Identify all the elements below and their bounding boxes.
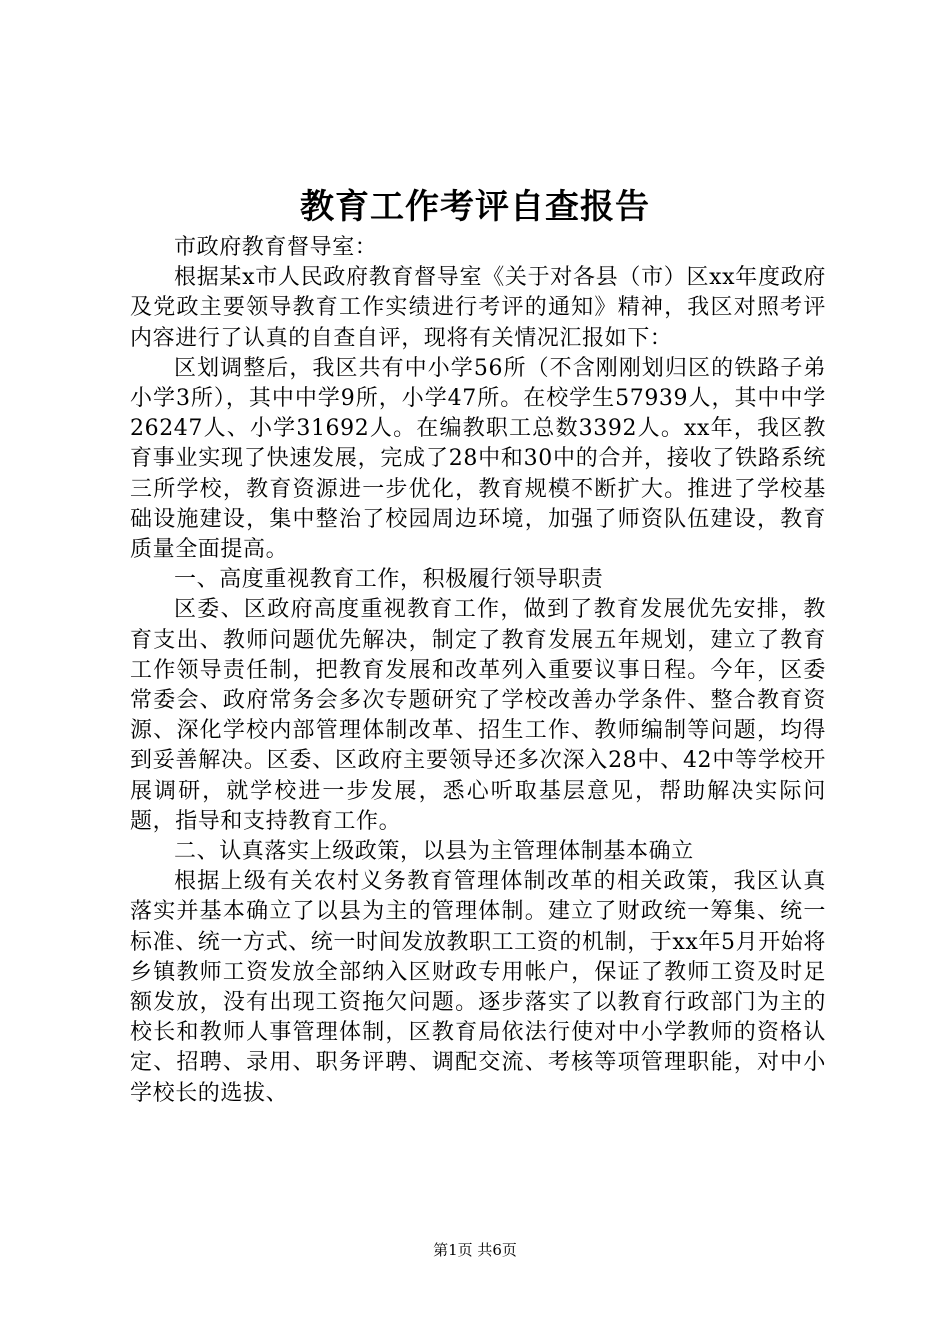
section-heading-1: 一、高度重视教育工作，积极履行领导职责 <box>174 567 604 593</box>
salutation-paragraph: 市政府教育督导室： <box>174 235 378 260</box>
overview-paragraph: 区划调整后，我区共有中小学56所（不含刚刚划归区的铁路子弟小学3所），其中中学9所，小学47所。在校学生57939人，其中中学26247人、小学31692人。在编教职工总数3392人。xx年，我区教育事业实现了快速发展，完成了28中和30中的合并，接收了铁路系统三所学校，教育资源进一步优化，教育规模不断扩大。推进了学校基础设施建设，集中整治了校园周边环境，加强了师资队伍建设，教育质量全面提高。 <box>130 355 826 563</box>
document-body <box>130 233 826 1109</box>
page-footer: 第1页 共6页 <box>433 1241 517 1259</box>
document-title: 教育工作考评自查报告 <box>300 187 650 227</box>
section-1-paragraph: 区委、区政府高度重视教育工作，做到了教育发展优先安排，教育支出、教师问题优先解决，制定了教育发展五年规划，建立了教育工作领导责任制，把教育发展和改革列入重要议事日程。今年，区委常委会、政府常务会多次专题研究了学校改善办学条件、整合教育资源、深化学校内部管理体制改革、招生工作、教师编制等问题，均得到妥善解决。区委、区政府主要领导还多次深入28中、42中等学校开展调研，就学校进一步发展，悉心听取基层意见，帮助解决实际问题，指导和支持教育工作。 <box>130 597 826 834</box>
section-2-paragraph: 根据上级有关农村义务教育管理体制改革的相关政策，我区认真落实并基本确立了以县为主的管理体制。建立了财政统一筹集、统一标准、统一方式、统一时间发放教职工工资的机制，于xx年5月开始将乡镇教师工资发放全部纳入区财政专用帐户，保证了教师工资及时足额发放，没有出现工资拖欠问题。逐步落实了以教育行政部门为主的校长和教师人事管理体制，区教育局依法行使对中小学教师的资格认定、招聘、录用、职务评聘、调配交流、考核等项管理职能，对中小学校长的选拔、 <box>130 869 827 1106</box>
section-heading-2: 二、认真落实上级政策，以县为主管理体制基本确立 <box>174 839 694 865</box>
intro-paragraph: 根据某x市人民政府教育督导室《关于对各县（市）区xx年度政府及党政主要领导教育工作实绩进行考评的通知》精神，我区对照考评内容进行了认真的自查自评，现将有关情况汇报如下： <box>130 265 826 351</box>
